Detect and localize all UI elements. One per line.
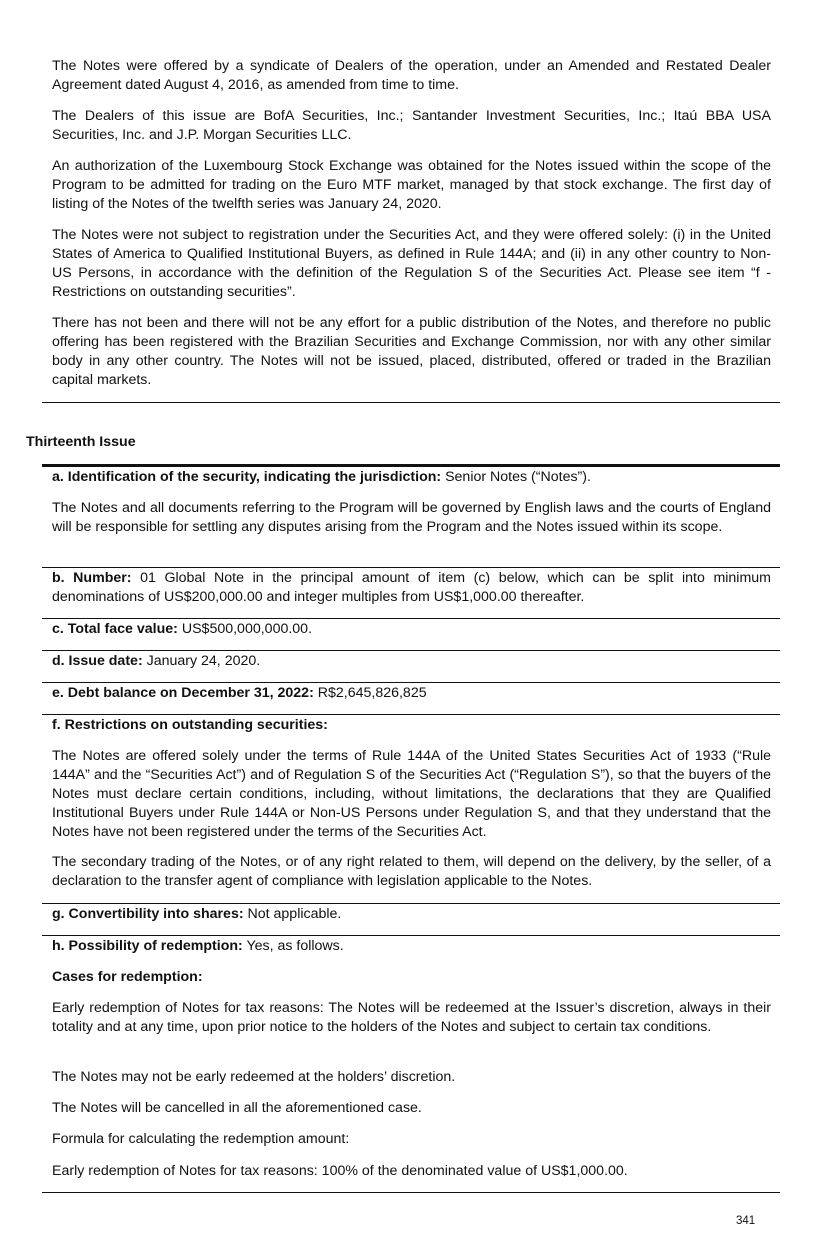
item-f-restrictions <box>52 716 771 735</box>
intro-paragraph-public-distribution: There has not been and there will not be any effort for a public distribution of the Notes, and therefore no public offering has been registered with the Brazilian Securities and Exchange Commission, nor with any other similar body in any other country. The Notes will not be issued, placed, distributed, offered or traded in the Brazilian capital markets. <box>52 315 771 388</box>
item-h-redemption <box>52 937 771 956</box>
item-h-value: Yes, as follows. <box>242 938 344 954</box>
intro-paragraph-dealer-agreement: The Notes were offered by a syndicate of Dealers of the operation, under an Amended and Restated Dealer Agreement dated August 4, 2016, as amended from time to time. <box>52 58 771 93</box>
item-a-value: Senior Notes (“Notes”). <box>441 469 591 485</box>
row-divider <box>42 650 780 651</box>
section-title: Thirteenth Issue <box>26 434 136 450</box>
section-divider <box>42 402 780 403</box>
item-c-label: c. Total face value: <box>52 621 178 637</box>
item-f-label: f. Restrictions on outstanding securities: <box>52 717 328 733</box>
item-g-value: Not applicable. <box>243 906 342 922</box>
item-e-value: R$2,645,826,825 <box>313 685 427 701</box>
page-number: 341 <box>736 1215 756 1227</box>
item-d-label: d. Issue date: <box>52 653 143 669</box>
row-divider <box>42 567 780 568</box>
table-top-border <box>42 464 780 467</box>
item-c-value: US$500,000,000.00. <box>177 621 313 637</box>
item-d-value: January 24, 2020. <box>142 653 261 669</box>
intro-paragraph-luxembourg: An authorization of the Luxembourg Stock Exchange was obtained for the Notes issued within the scope of the Program to be admitted for trading on the Euro MTF market, managed by that stock exchange. The first day of listing of the Notes of the twelfth series was January 24, 2020. <box>52 158 771 212</box>
item-a-identification <box>52 468 771 487</box>
item-a-detail: The Notes and all documents referring to the Program will be governed by English laws and the courts of England will be responsible for settling any disputes arising from the Program and the Notes issued within its scope. <box>52 500 771 535</box>
table-bottom-border <box>42 1192 780 1193</box>
item-g-convertibility <box>52 905 771 924</box>
intro-paragraph-registration: The Notes were not subject to registration under the Securities Act, and they were offered solely: (i) in the United States of America to Qualified Institutional Buyers, as defined in Rule 144A; and (ii) in any other country to Non-US Persons, in accordance with the definition of the Regulation S of the Securities Act. Please see item “f - Restrictions on outstanding securities”. <box>52 227 771 300</box>
item-h-label: h. Possibility of redemption: <box>52 938 243 954</box>
item-h-paragraph-formula: Early redemption of Notes for tax reasons: 100% of the denominated value of US$1,000.00. <box>52 1163 628 1179</box>
row-divider <box>42 714 780 715</box>
item-f-paragraph-rule-144a: The Notes are offered solely under the terms of Rule 144A of the United States Securities Act of 1933 (“Rule 144A” and the “Securities Act”) and of Regulation S of the Securities Act (“Regulation S”), so that the buyers of the Notes must declare certain conditions, including, without limitations, the declarations that they are Qualified Institutional Buyers under Rule 144A or Non-US Persons under Regulation S, and that they understand that the Notes have not been registered under the terms of the Securities Act. <box>52 748 771 840</box>
intro-paragraph-dealers: The Dealers of this issue are BofA Securities, Inc.; Santander Investment Securities, Inc.; Itaú BBA USA Securities, Inc. and J.P. Morgan Securities LLC. <box>52 108 771 143</box>
item-h-paragraph-holders-discretion: The Notes may not be early redeemed at the holders’ discretion. <box>52 1069 456 1085</box>
row-divider <box>42 935 780 936</box>
item-g-label: g. Convertibility into shares: <box>52 906 244 922</box>
row-divider <box>42 903 780 904</box>
item-h-paragraph-tax-reasons: Early redemption of Notes for tax reasons: The Notes will be redeemed at the Issuer’s discretion, always in their totality and at any time, upon prior notice to the holders of the Notes and subject to certain tax conditions. <box>52 1000 771 1035</box>
cases-for-redemption-heading: Cases for redemption: <box>52 969 203 985</box>
item-c-total-face-value <box>52 620 771 639</box>
item-b-label: b. Number: <box>52 570 132 586</box>
item-f-paragraph-secondary-trading: The secondary trading of the Notes, or of any right related to them, will depend on the delivery, by the seller, of a declaration to the transfer agent of compliance with legislation applicable to the Notes. <box>52 854 771 889</box>
item-a-label: a. Identification of the security, indicating the jurisdiction: <box>52 469 442 485</box>
item-b-number <box>52 569 771 607</box>
item-e-label: e. Debt balance on December 31, 2022: <box>52 685 314 701</box>
item-d-issue-date <box>52 652 771 671</box>
item-h-paragraph-formula-heading: Formula for calculating the redemption amount: <box>52 1131 350 1147</box>
row-divider <box>42 618 780 619</box>
row-divider <box>42 682 780 683</box>
item-e-debt-balance <box>52 684 771 703</box>
item-b-value: 01 Global Note in the principal amount of item (c) below, which can be split into minimum denominations of US$200,000.00 and integer multiples from US$1,000.00 thereafter. <box>52 570 771 605</box>
item-h-paragraph-cancelled: The Notes will be cancelled in all the aforementioned case. <box>52 1100 422 1116</box>
